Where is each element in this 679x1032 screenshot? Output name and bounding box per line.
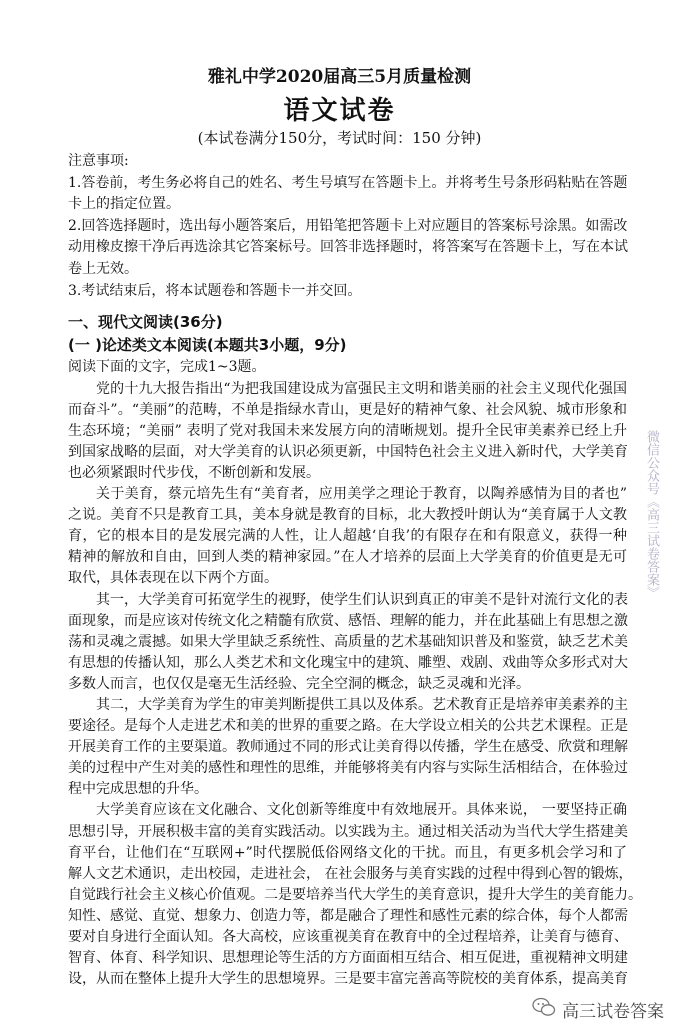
text-line: 卷上无效。: [68, 260, 138, 277]
text-line: 面现象，而是应该对传统文化之精髓有欣赏、感悟、理解的能力，并在此基础上有思想之激: [68, 612, 628, 629]
paragraph: [68, 379, 627, 484]
text-line: 程中完成思想的升华。: [68, 781, 208, 798]
text-line: 知性、感觉、直觉、想象力、创造力等，都是融合了理性和感性元素的综合体，每个人都需: [68, 907, 628, 924]
text-line: 2.回答选择题时，选出每小题答案后，用铅笔把答题卡上对应题目的答案标号涂黑。如需改: [68, 217, 628, 234]
wechat-icon: [532, 996, 556, 1023]
paragraph: [68, 173, 627, 216]
text-line: 也必须紧跟时代步伐，不断创新和发展。: [68, 464, 320, 481]
text-line: 美的过程中产生对美的感性和理性的思维，并能够将美有内容与实际生活相结合，在体验过: [68, 760, 628, 777]
text-line: 到国家战略的层面，对大学美育的认识必须更新，中国特色社会主义进入新时代，大学美育: [68, 443, 628, 460]
paragraph: [68, 216, 627, 281]
text-line: 开展美育工作的主要渠道。教师通过不同的形式让美育得以传播，学生在感受、欣赏和理解: [68, 739, 628, 756]
text-line: 有思想的传播认知，那么人类艺术和文化瑰宝中的建筑、雕塑、戏剧、戏曲等众多形式对大: [68, 654, 628, 671]
text-line: 要途径。是每个人走进艺术和美的世界的重要之路。在大学设立相关的公共艺术课程。正是: [68, 718, 628, 735]
text-line: 思想引导，开展积极丰富的美育实践活动。以实践为主。通过相关活动为当代大学生搭建美: [68, 823, 628, 840]
text-line: 党的十九大报告指出“为把我国建设成为富强民主文明和谐美丽的社会主义现代化强国: [96, 380, 627, 397]
wechat-badge: [532, 996, 664, 1023]
wechat-label: 高三试卷答案: [562, 1002, 664, 1022]
text-line: 生态环境；“美丽” 表明了党对我国未来发展方向的清晰规划。提升全民审美素养已经上升: [68, 422, 627, 439]
instruction: 阅读下面的文字，完成1~3题。: [68, 359, 266, 375]
text-line: 要对自身进行全面认知。各大高校，应该重视美育在教育中的全过程培养，让美育与德育、: [68, 929, 628, 946]
text-line: 多数人而言，也仅仅是毫无生活经验、完全空洞的概念，缺乏灵魂和光泽。: [68, 675, 530, 692]
text-line: 动用橡皮擦干净后再选涂其它答案标号。回答非选择题时，将答案写在答题卡上，写在本试: [68, 239, 628, 256]
text-line: 卡上的指定位置。: [68, 196, 180, 213]
section-heading: 一、现代文阅读(36分): [68, 313, 223, 331]
text-line: 智育、体育、科学知识、思想理论等生活的方方面面相互结合、相互促进，重视精神文明建: [68, 950, 628, 967]
paragraph: [68, 695, 627, 800]
text-line: 精神的解放和自由，回到人类的精神家园。”在人才培养的层面上大学美育的价值更是无可: [68, 549, 627, 566]
exam-title: 语文试卷: [283, 96, 396, 126]
section-subheading: (一 )论述类文本阅读(本题共3小题，9分): [68, 336, 347, 354]
exam-info: (本试卷满分150分，考试时间：150 分钟): [197, 129, 482, 147]
passage: [68, 379, 642, 991]
text-line: 之说。美育不只是教育工具，美本身就是教育的目标，北大教授叶朗认为“美育属于人文教: [68, 507, 627, 524]
watermark: 微信公众号《高三试卷答案》: [644, 430, 659, 599]
text-line: 育，它的根本目的是发展完满的人性，让人超越‘自我’的有限存在和有限意义，获得一种: [68, 528, 627, 545]
text-line: 1.答卷前，考生务必将自己的姓名、考生号填写在答题卡上。并将考生号条形码粘贴在答题: [68, 174, 628, 191]
section-block: [68, 311, 642, 990]
school-title: 雅礼中学2020届高三5月质量检测: [207, 67, 472, 87]
text-line: 其一，大学美育可拓宽学生的视野，使学生们认识到真正的审美不是针对流行文化的表: [96, 591, 628, 608]
text-line: 其二，大学美育为学生的审美判断提供工具以及体系。艺术教育正是培养审美素养的主: [96, 697, 628, 713]
paragraph: [68, 484, 627, 589]
notes-block: [68, 151, 627, 302]
text-line: 关于美育，蔡元培先生有“美育者，应用美学之理论于教育，以陶养感情为目的者也”: [96, 486, 627, 503]
text-line: 设，从而在整体上提升大学生的思想境界。三是要丰富完善高等院校的美育体系，提高美育: [68, 971, 628, 988]
text-line: 荡和灵魂之震撼。如果大学里缺乏系统性、高质量的艺术基础知识普及和鉴赏，缺乏艺术美: [68, 633, 628, 650]
text-line: 解人文艺术通识，走出校园，走进社会， 在社会服务与美育实践的过程中得到心智的锻炼，: [68, 865, 633, 882]
paragraph: [68, 590, 627, 695]
text-line: 而奋斗”。“美丽”的范畴，不单是指绿水青山，更是好的精神气象、社会风貌、城市形象和: [68, 401, 627, 418]
text-line: 注意事项:: [68, 153, 129, 169]
paragraph: [68, 800, 642, 990]
text-line: 大学美育应该在文化融合、文化创新等维度中有效地展开。具体来说， 一要坚持正确: [96, 802, 627, 819]
text-line: 3.考试结束后，将本试题卷和答题卡一并交回。: [68, 282, 362, 299]
text-line: 取代，具体表现在以下两个方面。: [68, 570, 278, 587]
paragraph: [68, 151, 627, 173]
paragraph: [68, 281, 627, 303]
text-line: 育平台，让他们在“互联网+”时代摆脱低俗网络文化的干扰。而且，有更多机会学习和了: [68, 844, 627, 861]
text-line: 自觉践行社会主义核心价值观。二是要培养当代大学生的美育意识，提升大学生的美育能力。: [68, 886, 642, 903]
